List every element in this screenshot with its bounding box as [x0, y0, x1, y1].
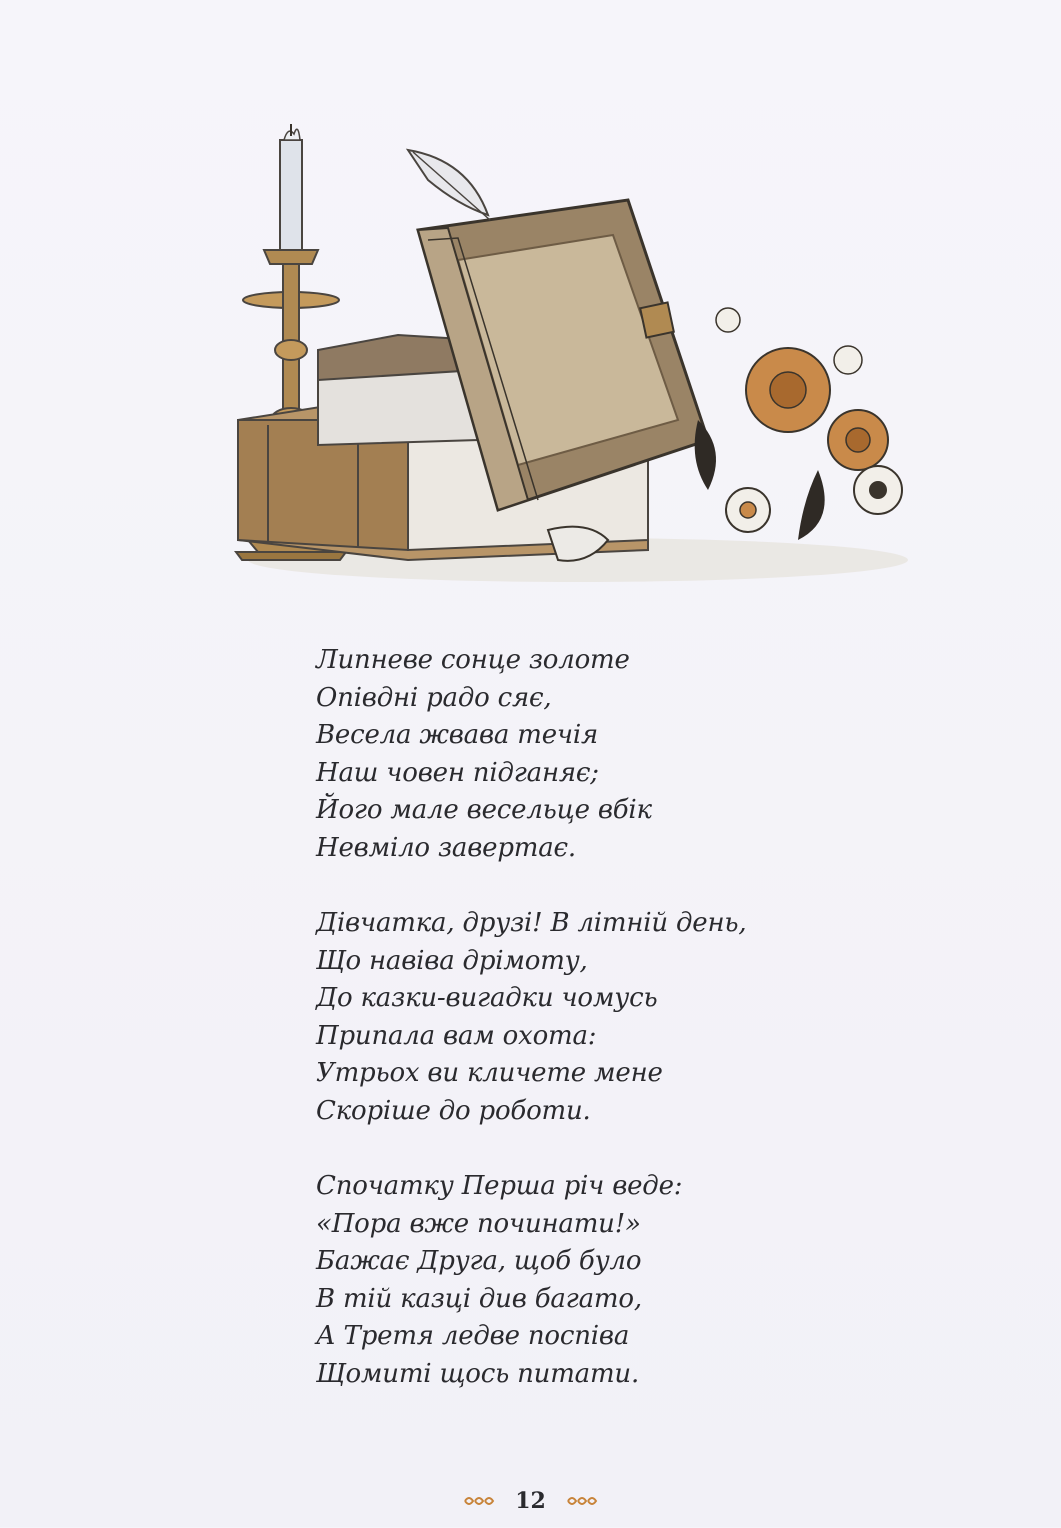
poem-line: В тій казці див багато, — [316, 1283, 642, 1314]
poem-line: Липневе сонце золоте — [316, 645, 630, 675]
flowers-icon — [695, 308, 902, 540]
right-ornament-icon — [556, 1493, 598, 1509]
poem-line: Бажає Друга, щоб було — [316, 1246, 642, 1276]
left-ornament-icon — [463, 1493, 505, 1509]
poem-line: Невміло завертає. — [316, 832, 576, 863]
stanza-3 — [316, 1168, 936, 1393]
stanza-2 — [316, 905, 936, 1130]
quill-icon — [408, 150, 490, 220]
stanza-1 — [316, 642, 936, 867]
poem-line: Скоріше до роботи. — [316, 1095, 591, 1126]
poem-line: Що навіва дрімоту, — [316, 945, 588, 976]
poem — [316, 642, 936, 1431]
poem-line: Весела жвава течія — [316, 720, 598, 750]
poem-line: Утрьох ви кличете мене — [316, 1058, 663, 1088]
poem-line: Наш човен підганяє; — [316, 757, 599, 788]
poem-line: А Третя ледве поспіва — [316, 1321, 630, 1351]
page-footer — [0, 1488, 1061, 1528]
poem-line: Щомиті щось питати. — [316, 1358, 640, 1389]
poem-line: До казки-вигадки чомусь — [316, 983, 658, 1013]
poem-line: Спочатку Перша річ веде: — [316, 1171, 683, 1201]
poem-line: Дівчатка, друзі! В літній день, — [316, 908, 747, 938]
poem-line: Опівдні радо сяє, — [316, 682, 552, 713]
books-candle-illustration — [228, 120, 918, 585]
poem-line: Припала вам охота: — [316, 1020, 597, 1051]
poem-line: «Пора вже починати!» — [316, 1208, 641, 1239]
page-number: 12 — [515, 1488, 546, 1514]
poem-line: Його мале весельце вбік — [316, 795, 652, 825]
